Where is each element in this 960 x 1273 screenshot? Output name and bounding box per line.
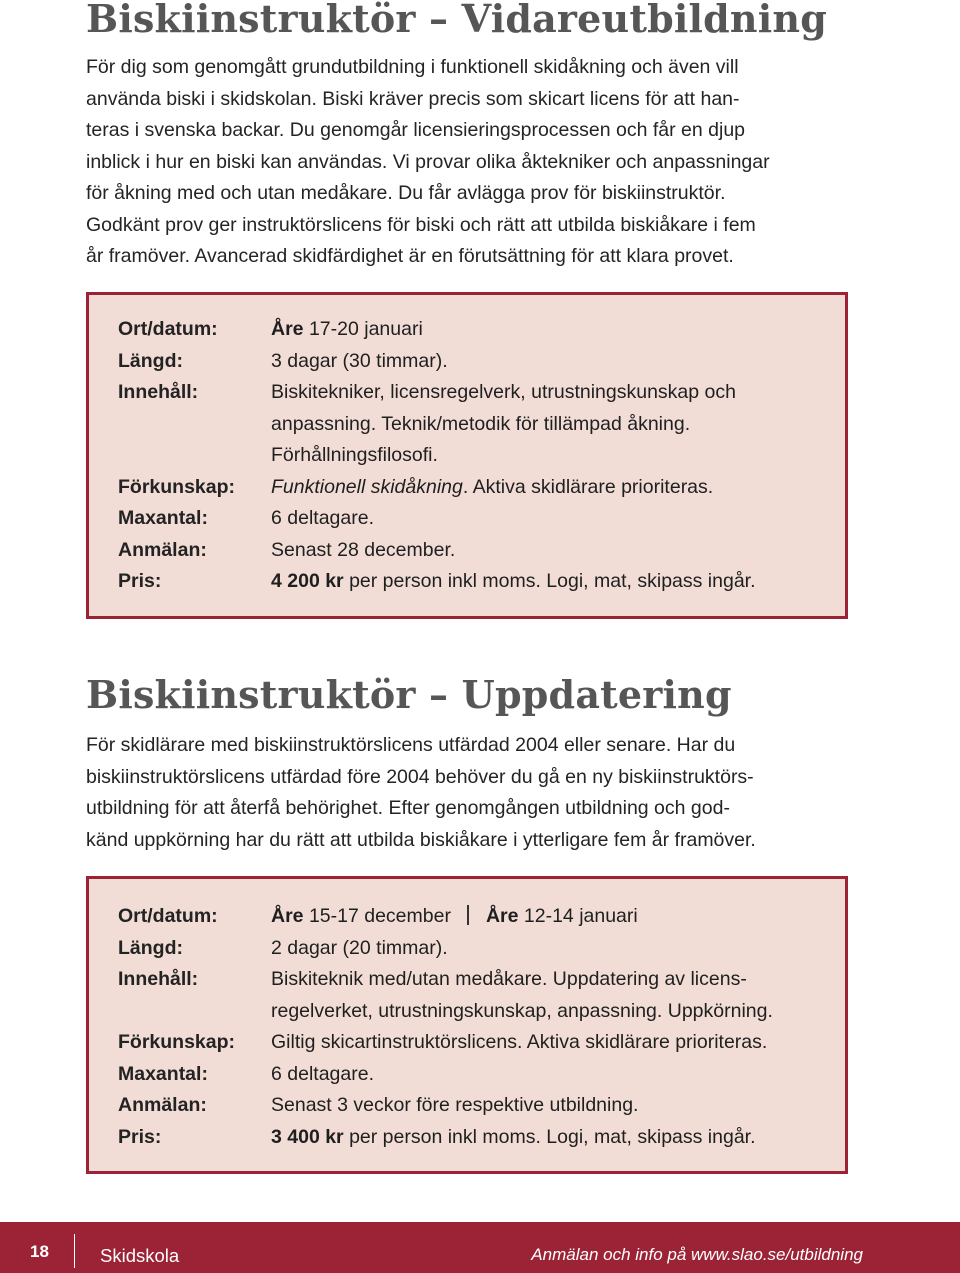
detail-row-forkunskap <box>118 472 851 504</box>
intro-line: utbildning för att återfå behörighet. Efter genomgången utbildning och god- <box>86 797 730 819</box>
location-name: Åre <box>485 905 519 927</box>
intro-line: inblick i hur en biski kan användas. Vi provar olika åktekniker och anpassningar <box>86 150 770 173</box>
detail-label: Anmälan: <box>118 1094 207 1116</box>
detail-label: Längd: <box>118 936 183 959</box>
location-name: Åre <box>271 905 304 927</box>
detail-value: 6 deltagare. <box>271 507 374 529</box>
detail-value: per person inkl moms. Logi, mat, skipass ingår. <box>343 1125 756 1148</box>
detail-label: Maxantal: <box>118 507 208 529</box>
detail-row-maxantal <box>118 1059 851 1091</box>
detail-label: Anmälan: <box>118 538 207 561</box>
date-separator <box>467 905 469 925</box>
detail-label: Innehåll: <box>118 381 199 403</box>
price-amount: 4 200 kr <box>271 570 344 592</box>
detail-label: Innehåll: <box>118 968 199 990</box>
detail-row-anmalan <box>118 535 851 567</box>
prerequisite-italic: Funktionell skidåkning <box>271 475 463 498</box>
intro-paragraph-vidareutbildning <box>86 52 866 273</box>
footer-info-link[interactable]: Anmälan och info på www.slao.se/utbildning <box>531 1245 863 1264</box>
page-number: 18 <box>30 1242 49 1261</box>
detail-value: Förhållningsfilosofi. <box>271 444 438 466</box>
detail-value: Senast 28 december. <box>271 538 456 561</box>
detail-row-langd <box>118 346 851 378</box>
detail-row-langd <box>118 933 851 965</box>
detail-value: Biskiteknik med/utan medåkare. Uppdatering av licens- <box>271 968 747 990</box>
intro-line: använda biski i skidskolan. Biski kräver precis som skicart licens för att han- <box>86 87 740 110</box>
intro-line: år framöver. Avancerad skidfärdighet är en förutsättning för att klara provet. <box>86 245 734 267</box>
section-title-vidareutbildning: Biskiinstruktör – Vidareutbildning <box>86 0 827 41</box>
detail-value: regelverket, utrustningskunskap, anpassning. Uppkörning. <box>271 999 773 1022</box>
detail-value: 3 dagar (30 timmar). <box>271 349 448 372</box>
detail-value: Giltig skicartinstruktörslicens. Aktiva skidlärare prioriteras. <box>271 1031 768 1053</box>
intro-line: För dig som genomgått grundutbildning i funktionell skidåkning och även vill <box>86 56 739 78</box>
detail-label: Ort/datum: <box>118 905 218 927</box>
detail-label: Ort/datum: <box>118 318 218 340</box>
footer-section-name: Skidskola <box>100 1245 180 1266</box>
detail-label: Pris: <box>118 570 162 592</box>
detail-value: anpassning. Teknik/metodik för tillämpad åkning. <box>271 412 691 435</box>
detail-row-ort <box>118 314 851 346</box>
detail-row-pris <box>118 1122 851 1154</box>
detail-label: Pris: <box>118 1125 162 1148</box>
detail-row-anmalan <box>118 1090 851 1122</box>
price-amount: 3 400 kr <box>271 1125 344 1148</box>
detail-label: Förkunskap: <box>118 1031 236 1053</box>
location-name: Åre <box>271 318 304 340</box>
page-footer <box>0 1222 960 1273</box>
intro-line: för åkning med och utan medåkare. Du får avlägga prov för biskiinstruktör. <box>86 182 726 204</box>
detail-row-innehall <box>118 377 851 472</box>
detail-value: Biskitekniker, licensregelverk, utrustningskunskap och <box>271 381 736 403</box>
detail-value: 6 deltagare. <box>271 1062 374 1085</box>
intro-line: Godkänt prov ger instruktörslicens för biski och rätt att utbilda biskiåkare i fem <box>86 213 756 236</box>
detail-row-forkunskap <box>118 1027 851 1059</box>
intro-line: känd uppkörning har du rätt att utbilda biskiåkare i ytterligare fem år framöver. <box>86 828 756 851</box>
detail-value: Senast 3 veckor före respektive utbildning. <box>271 1094 639 1116</box>
intro-line: biskiinstruktörslicens utfärdad före 2004 behöver du gå en ny biskiinstruktörs- <box>86 765 754 788</box>
detail-row-maxantal <box>118 503 851 535</box>
intro-line: För skidlärare med biskiinstruktörslicens utfärdad 2004 eller senare. Har du <box>86 734 736 756</box>
section-title-uppdatering: Biskiinstruktör – Uppdatering <box>86 672 732 717</box>
course-dates: 12-14 januari <box>518 905 638 927</box>
detail-label: Förkunskap: <box>118 475 236 498</box>
detail-value: per person inkl moms. Logi, mat, skipass ingår. <box>343 570 756 592</box>
course-dates: 15-17 december <box>303 905 451 927</box>
detail-row-pris <box>118 566 851 598</box>
intro-line: teras i svenska backar. Du genomgår licensieringsprocessen och får en djup <box>86 119 746 141</box>
detail-label: Längd: <box>118 349 183 372</box>
course-details-box-vidareutbildning <box>86 292 848 619</box>
detail-value: . Aktiva skidlärare prioriteras. <box>462 475 714 498</box>
detail-value: 2 dagar (20 timmar). <box>271 936 448 959</box>
course-dates: 17-20 januari <box>303 318 423 340</box>
footer-divider <box>74 1234 75 1268</box>
intro-paragraph-uppdatering <box>86 730 866 856</box>
detail-row-innehall <box>118 964 851 1027</box>
course-details-box-uppdatering <box>86 876 848 1174</box>
detail-row-ort <box>118 901 851 933</box>
detail-label: Maxantal: <box>118 1062 208 1085</box>
